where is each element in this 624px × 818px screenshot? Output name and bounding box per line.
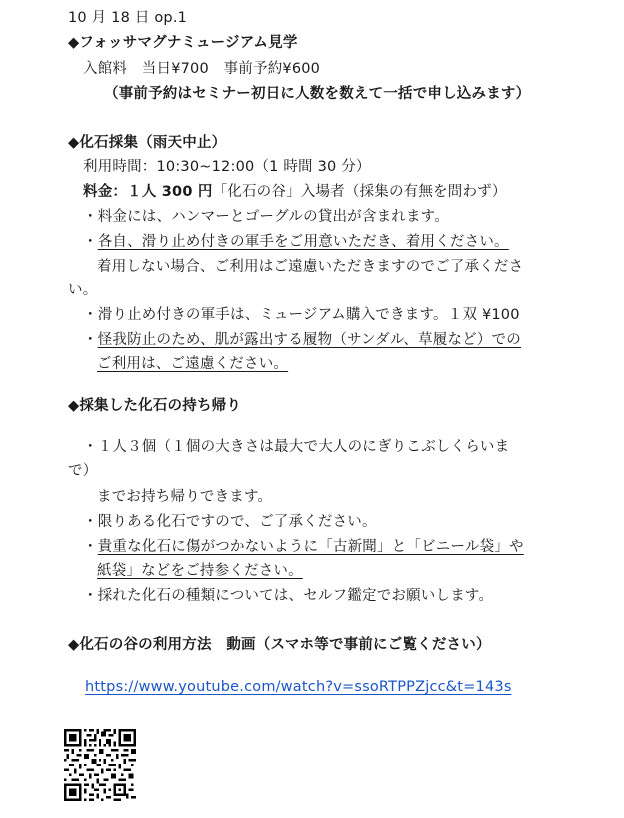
underlined-text: 怪我防止のため、肌が露出する履物（サンダル、草履など）での xyxy=(97,332,521,348)
list-item-continuation: 着用しない場合、ご利用はご遠慮いただきますのでご了承くださ xyxy=(97,259,524,275)
page-header: 10 月 18 日 op.1 xyxy=(68,10,188,26)
collecting-fee-detail: 「化石の谷」入場者（採集の有無を問わず） xyxy=(212,184,507,200)
bullet: ・ xyxy=(83,539,98,555)
collecting-fee xyxy=(83,182,507,202)
qr-code xyxy=(64,729,136,801)
underlined-text: ご利用は、ご遠慮ください。 xyxy=(97,356,289,372)
list-item-continuation: までお持ち帰りできます。 xyxy=(97,489,273,505)
video-link[interactable]: https://www.youtube.com/watch?v=ssoRTPPZjcc&t=143s xyxy=(85,679,512,695)
reservation-note: （事前予約はセミナー初日に人数を数えて一括で申し込みます） xyxy=(104,86,531,102)
list-item xyxy=(83,232,509,252)
underlined-text: 貴重な化石に傷がつかないように「古新聞」と「ビニール袋」や xyxy=(97,539,524,555)
list-item-continuation: で） xyxy=(68,463,98,479)
underlined-text: 紙袋」などをご持参ください。 xyxy=(97,563,303,579)
list-item: ・滑り止め付きの軍手は、ミュージアム購入できます。１双 ¥100 xyxy=(83,307,520,323)
collecting-hours: 利用時間：10:30~12:00（1 時間 30 分） xyxy=(83,159,371,175)
list-item xyxy=(83,537,524,557)
collecting-fee-label: 料金：１人 300 円 xyxy=(83,184,213,200)
bullet: ・ xyxy=(83,332,98,348)
underlined-text: 各自、滑り止め付きの軍手をご用意いただき、着用ください。 xyxy=(97,234,509,250)
list-item: ・採れた化石の種類については、セルフ鑑定でお願いします。 xyxy=(83,588,494,604)
list-item: ・１人３個（１個の大きさは最大で大人のにぎりこぶしくらいま xyxy=(83,439,510,455)
video-heading: ◆化石の谷の利用方法 動画（スマホ等で事前にご覧ください） xyxy=(68,637,491,653)
bullet: ・ xyxy=(83,234,98,250)
list-item: ・料金には、ハンマーとゴーグルの貸出が含まれます。 xyxy=(83,209,449,225)
fossil-collecting-heading: ◆化石採集（雨天中止） xyxy=(68,135,227,151)
visit-heading: ◆フォッサマグナミュージアム見学 xyxy=(68,35,298,51)
list-item xyxy=(83,330,521,350)
list-item: ・限りある化石ですので、ご了承ください。 xyxy=(83,514,377,530)
admission-fee: 入館料 当日¥700 事前予約¥600 xyxy=(83,61,321,77)
takeaway-heading: ◆採集した化石の持ち帰り xyxy=(68,398,242,414)
list-item-continuation: い。 xyxy=(68,282,98,298)
